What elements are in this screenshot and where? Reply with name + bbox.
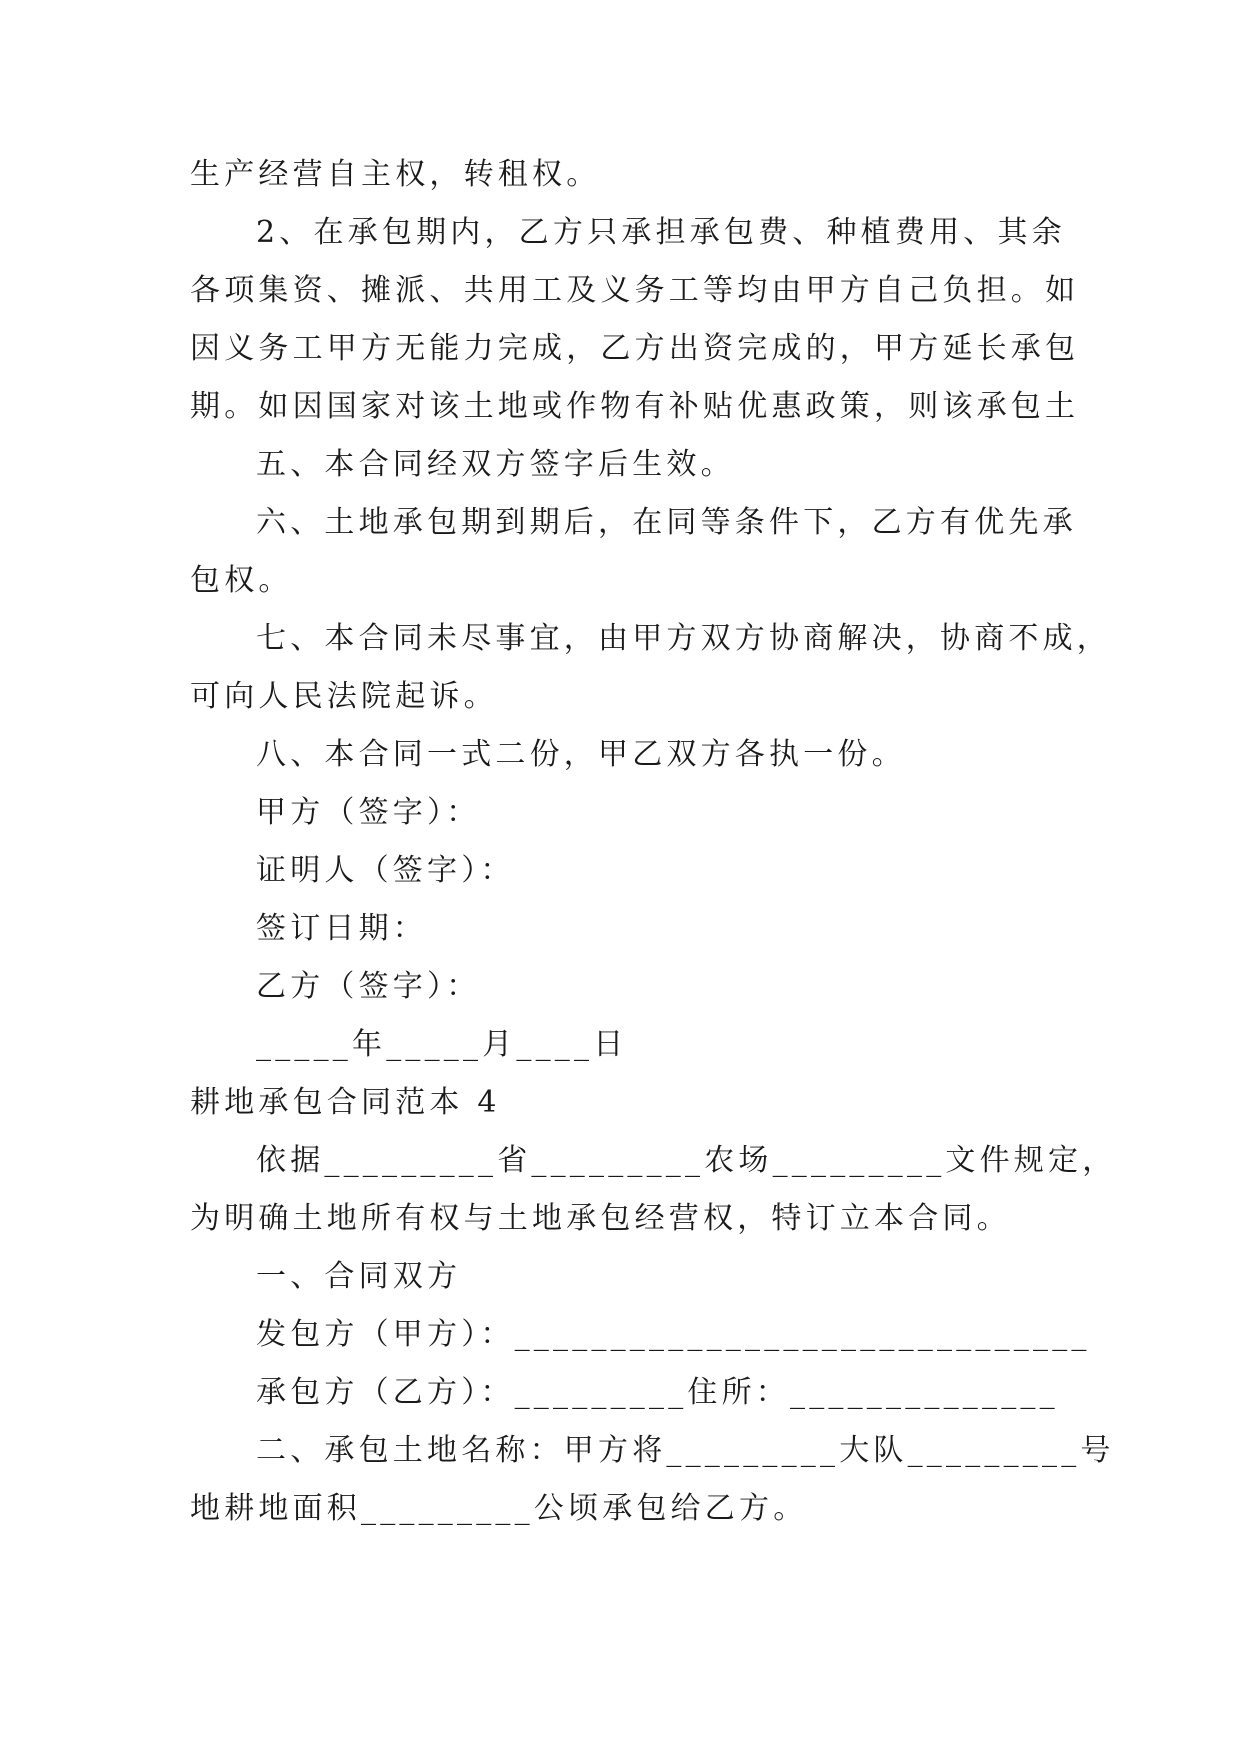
- signature-field-party-b: 乙方（签字）：: [256, 969, 481, 1004]
- paragraph-line: 依据_________省_________农场_________文件规定，: [256, 1143, 1117, 1178]
- paragraph-line: 可向人民法院起诉。: [190, 679, 498, 714]
- contractor-party-line: 承包方（乙方）：_________住所：______________: [256, 1375, 1059, 1410]
- signing-date-field: 签订日期：: [256, 911, 427, 946]
- paragraph-line: 五、本合同经双方签字后生效。: [256, 447, 735, 482]
- paragraph-line: 期。如因国家对该土地或作物有补贴优惠政策，则该承包土: [190, 389, 1080, 424]
- paragraph-line: 地耕地面积_________公顷承包给乙方。: [190, 1491, 808, 1526]
- paragraph-line: 八、本合同一式二份，甲乙双方各执一份。: [256, 737, 906, 772]
- paragraph-line: 为明确土地所有权与土地承包经营权，特订立本合同。: [190, 1201, 1011, 1236]
- signature-field-party-a: 甲方（签字）：: [256, 795, 481, 830]
- paragraph-line: 二、承包土地名称：甲方将_________大队_________号: [256, 1433, 1115, 1468]
- paragraph-line: 2、在承包期内，乙方只承担承包费、种植费用、其余: [256, 215, 1066, 250]
- employer-party-line: 发包方（甲方）：______________________________: [256, 1317, 1091, 1352]
- paragraph-line: 各项集资、摊派、共用工及义务工等均由甲方自己负担。如: [190, 273, 1080, 308]
- paragraph-line: 包权。: [190, 563, 293, 598]
- paragraph-line: 七、本合同未尽事宜，由甲方双方协商解决，协商不成，: [256, 621, 1111, 656]
- subsection-heading: 一、合同双方: [256, 1259, 462, 1294]
- section-heading: 耕地承包合同范本 4: [190, 1085, 501, 1120]
- signature-field-witness: 证明人（签字）：: [256, 853, 515, 888]
- paragraph-line: 因义务工甲方无能力完成，乙方出资完成的，甲方延长承包: [190, 331, 1080, 366]
- paragraph-line: 生产经营自主权，转租权。: [190, 157, 601, 192]
- paragraph-line: 六、土地承包期到期后，在同等条件下，乙方有优先承: [256, 505, 1077, 540]
- date-blank-line: _____年_____月____日: [256, 1027, 628, 1062]
